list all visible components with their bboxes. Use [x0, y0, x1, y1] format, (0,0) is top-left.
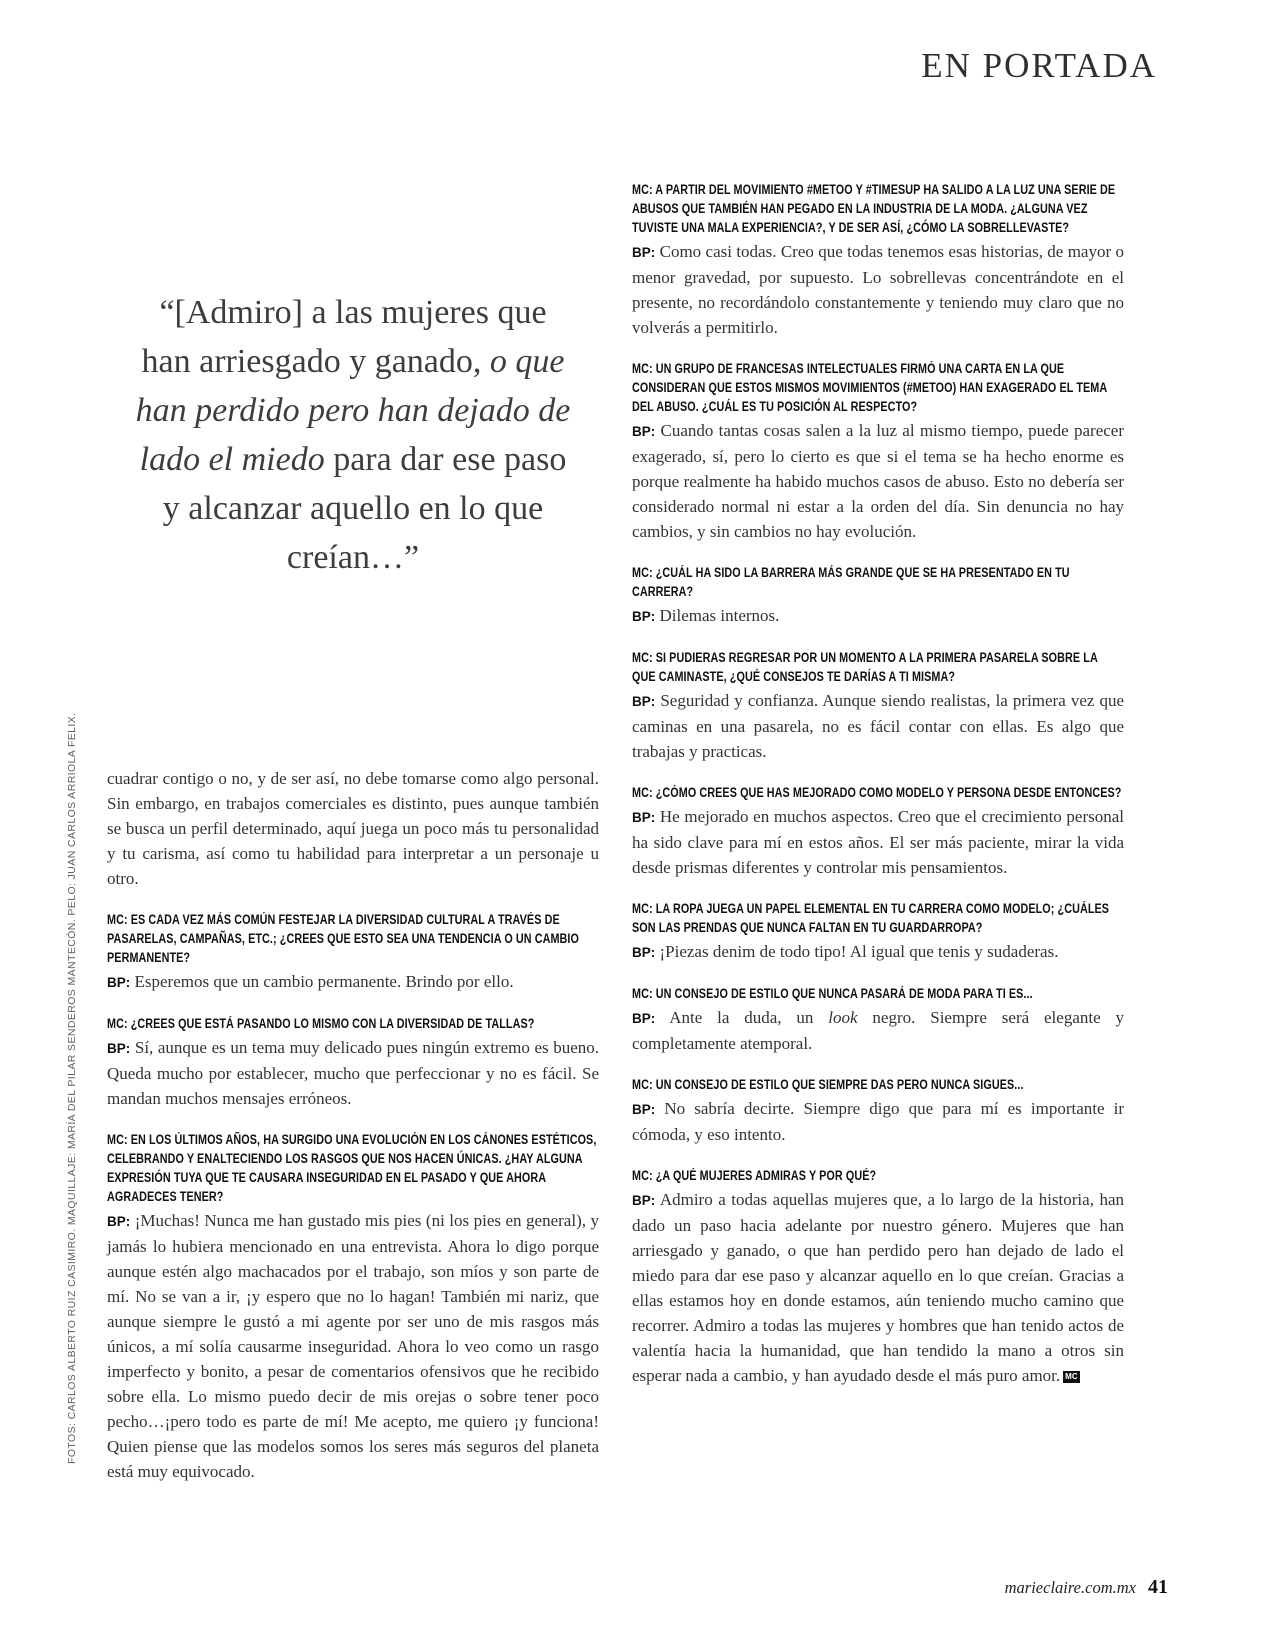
- qa-block: [632, 899, 1124, 965]
- footer-page-number: 41: [1148, 1576, 1168, 1598]
- answer-speaker-label: BP:: [632, 1193, 656, 1208]
- article-continuation-paragraph: cuadrar contigo o no, y de ser así, no debe tomarse como algo personal. Sin embargo, en trabajos comerciales es distinto, pues aunque también se busca un perfil determinado, aquí juega un poco más tu personalidad y tu carisma, así como tu habilidad para interpretar a un personaje u otro.: [107, 769, 599, 888]
- answer-speaker-label: BP:: [632, 945, 656, 960]
- interview-question: MC: UN CONSEJO DE ESTILO QUE SIEMPRE DAS PERO NUNCA SIGUES...: [632, 1077, 1024, 1092]
- answer-text: ¡Muchas! Nunca me han gustado mis pies (ni los pies en general), y jamás lo hubiera mencionado en una entrevista. Ahora lo digo porque aunque estén algo machacados por el trabajo, son míos y son parte de mí. No se van a ir, ¡y espero que no lo hagan! También mi nariz, que aunque siempre le gustó a mi agente por ser uno de mis rasgos más únicos, a mí solía causarme inseguridad. Ahora lo veo como un rasgo imperfecto y bonito, a pesar de comentarios ofensivos que he recibido sobre ella. Lo mismo puedo decir de mis orejas o sobre tener poco pecho…¡pero todo es parte de mí! Me acepto, me quiero ¡y funciona! Quien piense que las modelos somos los seres más seguros del planeta está muy equivocado.: [107, 1211, 599, 1481]
- answer-speaker-label: BP:: [632, 1102, 656, 1117]
- qa-block: [632, 563, 1124, 629]
- interview-answer: [632, 688, 1124, 764]
- answer-text-before: Ante la duda, un: [669, 1008, 829, 1027]
- answer-text-after: negro. Siempre será elegante y completamente atemporal.: [632, 1008, 1125, 1053]
- qa-block: [632, 984, 1124, 1056]
- interview-question: MC: ¿CUÁL HA SIDO LA BARRERA MÁS GRANDE QUE SE HA PRESENTADO EN TU CARRERA?: [632, 565, 1070, 599]
- interview-question: MC: UN CONSEJO DE ESTILO QUE NUNCA PASARÁ DE MODA PARA TI ES...: [632, 986, 1033, 1001]
- interview-answer: [107, 1035, 599, 1111]
- answer-speaker-label: BP:: [107, 975, 131, 990]
- interview-answer: [632, 804, 1124, 880]
- answer-text: Dilemas internos.: [659, 606, 780, 625]
- pull-quote: [135, 288, 571, 582]
- answer-text: No sabría decirte. Siempre digo que para mí es importante ir cómoda, y eso intento.: [632, 1099, 1125, 1144]
- interview-question: MC: ¿CÓMO CREES QUE HAS MEJORADO COMO MODELO Y PERSONA DESDE ENTONCES?: [632, 785, 1122, 800]
- answer-speaker-label: BP:: [632, 609, 656, 624]
- pull-quote-italic-part: o que han perdido pero han dejado de lado el miedo: [135, 343, 571, 478]
- qa-block: [107, 910, 599, 995]
- answer-text: Seguridad y confianza. Aunque siendo realistas, la primera vez que caminas en una pasarela, no es fácil contar con ellas. Es algo que trabajas y practicas.: [632, 691, 1125, 761]
- interview-answer: [632, 418, 1124, 544]
- interview-question: MC: UN GRUPO DE FRANCESAS INTELECTUALES FIRMÓ UNA CARTA EN LA QUE CONSIDERAN QUE ESTOS MISMOS MOVIMIENTOS (#METOO) HAN EXAGERADO EL TEMA DEL ABUSO. ¿CUÁL ES TU POSICIÓN AL RESPECTO?: [632, 361, 1107, 414]
- photo-credits-vertical: FOTOS: CARLOS ALBERTO RUIZ CASIMIRO. MAQUILLAJE: MARÍA DEL PILAR SENDEROS MANTECÓN. PELO: JUAN CARLOS ARRIOLA FELIX.: [66, 712, 78, 1464]
- qa-block: [107, 1130, 599, 1484]
- answer-text: Admiro a todas aquellas mujeres que, a lo largo de la historia, han dado un paso hacia adelante por nuestro género. Mujeres que han arriesgado y ganado, o que han perdido pero han dejado de lado el miedo para dar ese paso y alcanzar aquello en lo que creían. Gracias a ellas estamos hoy en donde estamos, aún teniendo mucho camino que recorrer. Admiro a todas las mujeres y hombres que han tenido actos de valentía hacia la humanidad, que han tendido la mano a otros sin esperar nada a cambio, y han ayudado desde el más puro amor.: [632, 1190, 1124, 1385]
- qa-block: [632, 359, 1124, 544]
- answer-text: ¡Piezas denim de todo tipo! Al igual que tenis y sudaderas.: [659, 942, 1059, 961]
- answer-speaker-label: BP:: [107, 1041, 131, 1056]
- answer-speaker-label: BP:: [632, 694, 656, 709]
- qa-block: [632, 180, 1124, 340]
- interview-answer: [632, 1187, 1124, 1388]
- qa-block: [632, 1075, 1124, 1147]
- page-footer: [1005, 1576, 1168, 1599]
- answer-text: Esperemos que un cambio permanente. Brindo por ello.: [134, 972, 514, 991]
- page-edge-photo-strip: [0, 0, 10, 1650]
- interview-answer: [632, 1096, 1124, 1147]
- answer-text: Como casi todas. Creo que todas tenemos esas historias, de mayor o menor gravedad, por supuesto. Lo sobrellevas concentrándote en el presente, no recordándolo constantemente y teniendo muy claro que no volverás a permitirlo.: [632, 242, 1125, 337]
- interview-question: MC: EN LOS ÚLTIMOS AÑOS, HA SURGIDO UNA EVOLUCIÓN EN LOS CÁNONES ESTÉTICOS, CELEBRANDO Y ENALTECIENDO LOS RASGOS QUE NOS HACEN ÚNICAS. ¿HAY ALGUNA EXPRESIÓN TUYA QUE TE CAUSARA INSEGURIDAD EN EL PASADO Y QUE AHORA AGRADECES TENER?: [107, 1132, 597, 1204]
- interview-answer: [632, 939, 1124, 965]
- interview-answer: [107, 1208, 599, 1484]
- interview-answer: [632, 603, 1124, 629]
- right-column: [632, 180, 1124, 1388]
- answer-speaker-label: BP:: [107, 1214, 131, 1229]
- end-of-article-mark: MC: [1065, 1372, 1078, 1381]
- qa-block: [632, 648, 1124, 764]
- answer-speaker-label: BP:: [632, 1011, 656, 1026]
- left-column: [107, 766, 599, 1484]
- interview-question: MC: ES CADA VEZ MÁS COMÚN FESTEJAR LA DIVERSIDAD CULTURAL A TRAVÉS DE PASARELAS, CAMPAÑAS, ETC.; ¿CREES QUE ESTO SEA UNA TENDENCIA O UN CAMBIO PERMANENTE?: [107, 912, 579, 965]
- answer-text: Cuando tantas cosas salen a la luz al mismo tiempo, puede parecer exagerado, sí, pero lo cierto es que si el tema se ha hecho enorme es porque realmente ha habido muchos casos de abuso. Esto no debería ser considerado normal ni estar a la orden del día. Sin denuncia no hay cambios, y sin cambios no hay evolución.: [632, 421, 1124, 541]
- answer-text: He mejorado en muchos aspectos. Creo que el crecimiento personal ha sido clave para mí en estos años. El ser más paciente, mirar la vida desde prismas diferentes y controlar mis pensamientos.: [632, 807, 1125, 877]
- interview-question: MC: ¿A QUÉ MUJERES ADMIRAS Y POR QUÉ?: [632, 1168, 877, 1183]
- section-title: EN PORTADA: [921, 46, 1157, 85]
- pull-quote-part3: para dar ese paso y alcanzar aquello en lo que creían…”: [162, 441, 567, 576]
- qa-block: [632, 783, 1124, 880]
- answer-italic-word: look: [828, 1008, 858, 1027]
- interview-answer: [632, 239, 1124, 340]
- footer-site-url: marieclaire.com.mx: [1004, 1578, 1136, 1597]
- answer-speaker-label: BP:: [632, 245, 656, 260]
- pull-quote-part1: “[Admiro] a las mujeres que han arriesgado y ganado,: [141, 294, 547, 380]
- answer-speaker-label: BP:: [632, 424, 656, 439]
- qa-block: [632, 1166, 1124, 1388]
- answer-speaker-label: BP:: [632, 810, 656, 825]
- interview-question: MC: ¿CREES QUE ESTÁ PASANDO LO MISMO CON LA DIVERSIDAD DE TALLAS?: [107, 1016, 535, 1031]
- interview-answer: [107, 969, 599, 995]
- interview-question: MC: SI PUDIERAS REGRESAR POR UN MOMENTO A LA PRIMERA PASARELA SOBRE LA QUE CAMINASTE, ¿QUÉ CONSEJOS TE DARÍAS A TI MISMA?: [632, 650, 1098, 684]
- answer-text: Sí, aunque es un tema muy delicado pues ningún extremo es bueno. Queda mucho por establecer, mucho que perfeccionar y no es fácil. Se mandan muchos mensajes erróneos.: [107, 1038, 600, 1108]
- interview-answer: [632, 1005, 1124, 1056]
- interview-question: MC: A PARTIR DEL MOVIMIENTO #METOO Y #TIMESUP HA SALIDO A LA LUZ UNA SERIE DE ABUSOS QUE TAMBIÉN HAN PEGADO EN LA INDUSTRIA DE LA MODA. ¿ALGUNA VEZ TUVISTE UNA MALA EXPERIENCIA?, Y DE SER ASÍ, ¿CÓMO LA SOBRELLEVASTE?: [632, 182, 1116, 235]
- interview-question: MC: LA ROPA JUEGA UN PAPEL ELEMENTAL EN TU CARRERA COMO MODELO; ¿CUÁLES SON LAS PRENDAS QUE NUNCA FALTAN EN TU GUARDARROPA?: [632, 901, 1110, 935]
- qa-block: [107, 1014, 599, 1111]
